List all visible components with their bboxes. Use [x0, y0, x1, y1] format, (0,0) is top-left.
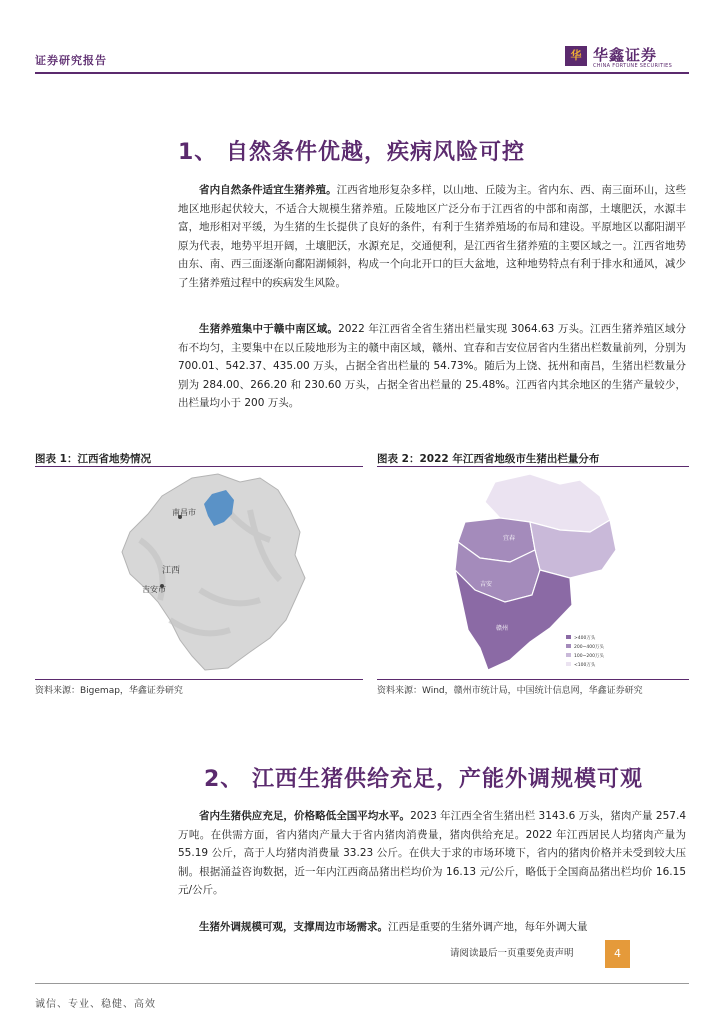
figure-2-bottom-rule	[377, 679, 689, 680]
legend-swatch-0	[566, 635, 571, 639]
map-label-b: 吉安	[480, 581, 493, 588]
paragraph-body: 江西是重要的生猪外调产地，每年外调大量	[388, 921, 588, 933]
legend-swatch-2	[566, 653, 571, 657]
section-1-title: 1、 自然条件优越，疾病风险可控	[178, 140, 525, 165]
logo-mark-icon: 华	[565, 46, 587, 66]
paragraph-breeding-concentration	[178, 320, 686, 413]
footer-divider	[35, 983, 689, 984]
disclaimer-note: 请阅读最后一页重要免责声明	[450, 944, 598, 963]
header-divider	[35, 72, 689, 74]
page-number: 4	[605, 940, 630, 968]
paragraph-lead: 省内生猪供应充足，价格略低全国平均水平。	[199, 810, 411, 822]
map-legend	[566, 634, 604, 668]
paragraph-lead: 生猪养殖集中于赣中南区域。	[199, 323, 339, 335]
section-2-title: 2、 江西生猪供给充足，产能外调规模可观	[204, 767, 643, 792]
map-label-c: 赣州	[496, 625, 509, 632]
production-map	[440, 470, 620, 675]
paragraph-body: 江西省地形复杂多样，以山地、丘陵为主。省内东、西、南三面环山，这些地区地形起伏较大，不适合大规模生猪养殖。丘陵地区广泛分布于江西省的中部和南部，土壤肥沃，水源丰富，地形相对平缓，为生猪的生长提供了良好的条件，有利于生猪养殖场的布局和建设。平原地区以鄱阳湖平原为代表，地势平坦开阔，土壤肥沃，水源充足，交通便利，是江西省生猪养殖的主要区域之一。江西省地势由东、南、西三面逐渐向鄱阳湖倾斜，构成一个向北开口的巨大盆地，这种地势特点有利于排水和通风，减少了生猪养殖过程中的疾病发生风险。	[178, 184, 686, 289]
map-label-city2: 吉安市	[142, 585, 166, 594]
legend-label-3: <100万头	[574, 663, 596, 668]
figure-2-source: 资料来源：Wind，赣州市统计局，中国统计信息网，华鑫证券研究	[377, 686, 643, 696]
paragraph-natural-conditions	[178, 181, 686, 293]
figure-1-source: 资料来源：Bigemap，华鑫证券研究	[35, 686, 183, 696]
paragraph-body: 2023 年江西全省生猪出栏 3143.6 万头，猪肉产量 257.4 万吨。在供需方面，省内猪肉产量大于省内猪肉消费量，猪肉供给充足。2022 年江西居民人均猪肉产量为 55.19 公斤，高于人均猪肉消费量 33.23 公斤。在供大于求的市场环境下，省内的猪肉价格并未受到较大压制。根据涌益咨询数据，近一年内江西商品猪出栏均价为 16.13 元/公斤，略低于全国商品猪出栏均价 16.15 元/公斤。	[178, 810, 686, 897]
map-label-city1: 南昌市	[172, 508, 196, 517]
brand-name-cn: 华鑫证券	[593, 46, 658, 64]
brand-logo	[565, 44, 690, 70]
map-label-a: 宜春	[503, 535, 516, 542]
page-header	[0, 0, 724, 80]
legend-label-0: >400万头	[574, 636, 596, 641]
figure-1-top-rule	[35, 466, 363, 467]
paragraph-lead: 省内自然条件适宜生猪养殖。	[199, 184, 337, 196]
figure-1-title: 图表 1：江西省地势情况	[35, 453, 151, 465]
terrain-map	[100, 470, 320, 675]
footer-motto: 诚信、专业、稳健、高效	[35, 999, 156, 1010]
legend-label-2: 100~200万头	[574, 654, 604, 659]
map-label-province: 江西	[162, 566, 181, 576]
legend-swatch-1	[566, 644, 571, 648]
paragraph-supply	[178, 807, 686, 900]
brand-name-en: CHINA FORTUNE SECURITIES	[593, 63, 673, 69]
legend-label-1: 200~400万头	[574, 645, 604, 650]
figure-2-top-rule	[377, 466, 689, 467]
legend-swatch-3	[566, 662, 571, 666]
figure-1-bottom-rule	[35, 679, 363, 680]
paragraph-body: 2022 年江西省全省生猪出栏量实现 3064.63 万头。江西生猪养殖区域分布不均匀，主要集中在以丘陵地形为主的赣中南区域，赣州、宜春和吉安位居省内生猪出栏数量前列，分别为 700.01、542.37、435.00 万头，占据全省出栏量的 54.73%。随后为上饶、抚州和南昌，生猪出栏数量分别为 284.00、266.20 和 230.60 万头，占据全省出栏量的 25.48%。江西省内其余地区的生猪产量较少，出栏量均小于 200 万头。	[178, 323, 687, 410]
paragraph-lead: 生猪外调规模可观，支撑周边市场需求。	[199, 921, 388, 933]
paragraph-export	[178, 918, 686, 937]
figure-2-title: 图表 2：2022 年江西省地级市生猪出栏量分布	[377, 453, 600, 465]
report-type-label: 证券研究报告	[35, 54, 107, 67]
